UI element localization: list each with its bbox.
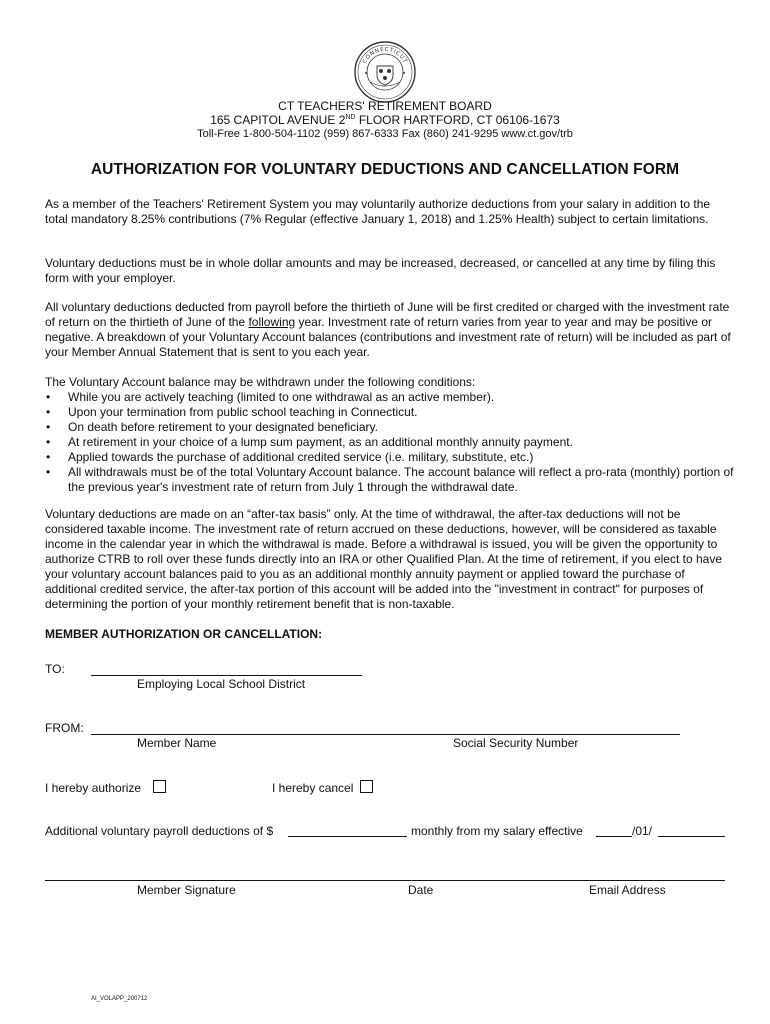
district-label: Employing Local School District [137, 677, 306, 691]
member-name-label: Member Name [137, 736, 217, 750]
from-label: FROM: [45, 721, 84, 735]
dollar-paragraph [45, 256, 735, 286]
june-text-pre: All voluntary deductions deducted from payroll before the thirtieth of June will be first credited or charged with the investment rate of return on the thirtieth of June of the [45, 300, 730, 329]
effective-month-input-line[interactable] [596, 836, 632, 837]
list-item: • While you are actively teaching (limited to one withdrawal as an active member). [45, 390, 735, 405]
date-label: Date [408, 883, 434, 897]
intro-text: As a member of the Teachers' Retirement System you may voluntarily authorize deductions from your salary in addition to the total mandatory 8.25% contributions (7% Regular (effective January 1, 2018) and 1.25% Health) subject to certain limitations. [45, 197, 711, 226]
form-title: AUTHORIZATION FOR VOLUNTARY DEDUCTIONS AND CANCELLATION FORM [90, 161, 680, 178]
list-item: • Upon your termination from public school teaching in Connecticut. [45, 405, 735, 420]
deduction-label: Additional voluntary payroll deductions of $ [45, 824, 274, 838]
cancel-checkbox[interactable] [360, 780, 373, 793]
email-label: Email Address [589, 883, 666, 897]
intro-paragraph [45, 197, 735, 227]
district-input-line[interactable] [91, 675, 362, 676]
withdrawal-intro: The Voluntary Account balance may be withdrawn under the following conditions: [45, 375, 476, 389]
deduction-amount-input-line[interactable] [288, 836, 407, 837]
address-city: FLOOR HARTFORD, CT 06106-1673 [355, 113, 560, 127]
cancel-label: I hereby cancel [272, 781, 354, 795]
section-heading: MEMBER AUTHORIZATION OR CANCELLATION: [45, 627, 323, 641]
ssn-label: Social Security Number [453, 736, 579, 750]
signature-label: Member Signature [137, 883, 236, 897]
seal-lettering: CONNECTICUT [362, 46, 408, 65]
svg-text:CONNECTICUT [362, 47, 408, 65]
ctrb-seal-logo [353, 40, 417, 104]
address-floor-suffix: ND [345, 114, 356, 121]
withdrawal-section [45, 375, 735, 495]
form-code: AI_VOLAPP_200712 [91, 996, 148, 1002]
address-part: 165 CAPITOL AVENUE 2 [210, 113, 346, 127]
withdrawal-conditions-list [45, 390, 735, 495]
org-contact: Toll-Free 1-800-504-1102 (959) 867-6333 Fax (860) 241-9295 www.ct.gov/trb [197, 128, 573, 140]
list-item: • All withdrawals must be of the total Voluntary Account balance. The account balance will reflect a pro-rata (monthly) portion of the previous year's investment rate of return from July 1 through the withdrawal date. [45, 465, 735, 495]
list-item: • Applied towards the purchase of additional credited service (i.e. military, substitute, etc.) [45, 450, 735, 465]
june-text-post: year. Investment rate of return varies from year to year and may be positive or negative. A breakdown of your Voluntary Account balances (contributions and investment rate of return) will be included as part of your Member Annual Statement that is sent to you each year. [45, 315, 731, 359]
date-separator: /01/ [632, 824, 653, 838]
june-text-underlined: following [248, 315, 296, 329]
dollar-text: Voluntary deductions must be in whole dollar amounts and may be increased, decreased, or cancelled at any time by filing this form with your employer. [45, 256, 716, 285]
org-address [0, 113, 770, 127]
list-item: • On death before retirement to your designated beneficiary. [45, 420, 735, 435]
authorize-checkbox[interactable] [153, 780, 166, 793]
authorize-label: I hereby authorize [45, 781, 142, 795]
after-tax-paragraph [45, 507, 735, 612]
deduction-monthly-label: monthly from my salary effective [411, 824, 583, 838]
member-info-input-line[interactable] [91, 734, 680, 735]
to-label: TO: [45, 662, 65, 676]
signature-input-line[interactable] [45, 880, 725, 881]
org-name: CT TEACHERS' RETIREMENT BOARD [278, 99, 492, 113]
effective-year-input-line[interactable] [658, 836, 725, 837]
after-tax-text: Voluntary deductions are made on an “after-tax basis” only. At the time of withdrawal, the after-tax deductions will not be considered taxable income. The investment rate of return accrued on these deductions, however, will be considered as taxable income in the calendar year in which the withdrawal is made. Before a withdrawal is issued, you will be given the opportunity to authorize CTRB to roll over these funds directly into an IRA or other Qualified Plan. At the time of retirement, if you elect to have your voluntary account balances paid to you as an additional monthly annuity payment or applied toward the purchase of additional credited service, the after-tax portion of this account will be added into the "investment in contract" for purposes of determining the portion of your monthly retirement benefit that is non-taxable. [45, 507, 723, 611]
june-paragraph [45, 300, 735, 360]
list-item: • At retirement in your choice of a lump sum payment, as an additional monthly annuity payment. [45, 435, 735, 450]
